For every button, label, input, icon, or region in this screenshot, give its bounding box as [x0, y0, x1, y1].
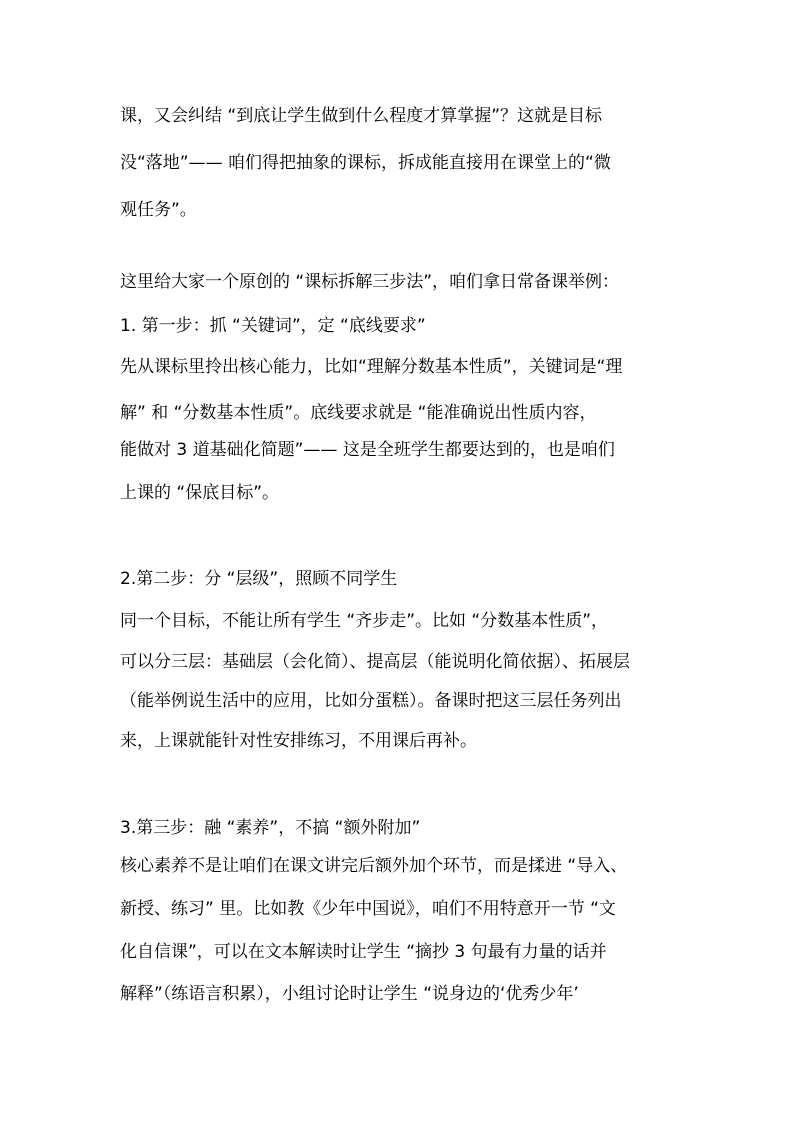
step-heading-1: 1. 第一步：抓 “关键词”，定 “底线要求”: [120, 316, 426, 336]
paragraph-line: 化自信课”，可以在文本解读时让学生 “摘抄 3 句最有力量的话并: [120, 942, 607, 962]
paragraph-line: 解” 和 “分数基本性质”。底线要求就是 “能准确说出性质内容，: [120, 403, 597, 423]
paragraph-line: （能举例说生活中的应用，比如分蛋糕）。备课时把这三层任务列出: [120, 691, 622, 711]
paragraph-line: 可以分三层：基础层（会化简）、提高层（能说明化简依据）、拓展层: [120, 652, 630, 672]
paragraph-line: 上课的 “保底目标”。: [120, 483, 280, 503]
paragraph-line: 能做对 3 道基础化简题”—— 这是全班学生都要达到的，也是咱们: [120, 440, 615, 460]
paragraph-line: 同一个目标，不能让所有学生 “齐步走”。比如 “分数基本性质”，: [120, 611, 609, 631]
paragraph-line: 核心素养不是让咱们在课文讲完后额外加个环节，而是揉进 “导入、: [120, 856, 628, 876]
paragraph-line: 先从课标里拎出核心能力，比如“理解分数基本性质”，关键词是“理: [120, 357, 623, 377]
paragraph-line: 没“落地”—— 咱们得把抽象的课标，拆成能直接用在课堂上的“微: [120, 153, 611, 173]
paragraph-line: 这里给大家一个原创的 “课标拆解三步法”，咱们拿日常备课举例：: [120, 272, 620, 292]
paragraph-line: 来，上课就能针对性安排练习，不用课后再补。: [120, 731, 477, 751]
paragraph-line: 观任务”。: [120, 200, 197, 220]
step-heading-3: 3.第三步：融 “素养”，不搞 “额外附加”: [120, 818, 421, 838]
paragraph-line: 新授、练习” 里。比如教《少年中国说》，咱们不用特意开一节 “文: [120, 899, 616, 919]
step-heading-2: 2.第二步：分 “层级”，照顾不同学生: [120, 569, 398, 589]
paragraph-line: 课，又会纠结 “到底让学生做到什么程度才算掌握”？这就是目标: [120, 106, 603, 126]
paragraph-line: 解释”（练语言积累），小组讨论时让学生 “说身边的‘优秀少年’: [120, 984, 579, 1004]
